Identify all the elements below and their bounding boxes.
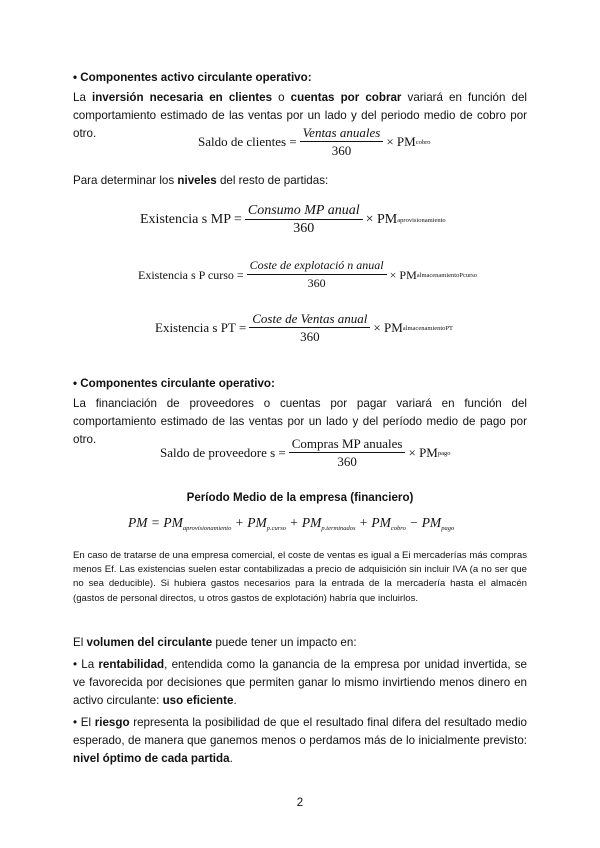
paragraph-niveles: Para determinar los niveles del resto de partidas: <box>73 174 329 187</box>
note-empresa-comercial: En caso de tratarse de una empresa comercial, el coste de ventas es igual a Ei mercaderías más compras menos Ef. Las existencias suelen estar contabilizadas a precio de adquisición sin incluir IVA (a no ser que no sea deducible). Si hubiera gastos necesarios para la entrada de la mercadería hasta el almacén (gastos de personal directos, u otros gastos de explotación) habría que incluirlos. <box>73 550 527 604</box>
formula-existencias-pcurso: Existencia s P curso = $\frac{\text{Coste de explotació n anual}}{360}$ × PM almacenamientoPcurso <box>138 258 478 290</box>
formula-existencias-pt: Existencia s PT = $\frac{\text{Coste de Ventas anual}}{360}$ × PM almacenamientoPT <box>155 311 453 344</box>
paragraph-clientes: La inversión necesaria en clientes o cuentas por cobrar variará en función del comportamiento estimado de las ventas por un lado y del periodo medio de cobro por otro. <box>73 91 527 140</box>
paragraph-riesgo: • El riesgo representa la posibilidad de que el resultado final difera del resultado medio esperado, de manera que ganemos menos o perdamos más de lo inicialmente previsto: nivel óptimo de cada partida. <box>73 716 527 765</box>
formula-saldo-proveedores: Saldo de proveedore s = $\frac{\text{Compras MP anuales}}{360}$ × PM pago <box>160 436 451 469</box>
paragraph-volumen-circulante: El volumen del circulante puede tener un impacto en: <box>73 636 357 649</box>
pm-title: Período Medio de la empresa (financiero) <box>186 491 414 504</box>
paragraph-proveedores: La financiación de proveedores o cuentas por pagar variará en función del comportamiento estimado de las ventas por un lado y del período medio de pago por otro. <box>73 397 527 446</box>
heading-activo-circulante: • Componentes activo circulante operativo: <box>73 71 312 84</box>
formula-periodo-medio: PM = $PM_{aprovisionamiento} + PM_{p.curso} + PM_{p.terminados} + PM_{cobro} - PM_{pago}$ <box>128 515 455 532</box>
page-number: 2 <box>296 797 304 809</box>
formula-existencias-mp: Existencia s MP = $\frac{\text{Consumo MP anual}}{360}$ × PM aprovisionamiento <box>140 203 446 236</box>
paragraph-rentabilidad: • La rentabilidad, entendida como la ganancia de la empresa por unidad invertida, se ve favorecida por decisiones que permiten ganar lo mismo invirtiendo menos dinero en activo circulante: uso eficiente. <box>73 658 528 707</box>
formula-saldo-clientes: Saldo de clientes = $\frac{\text{Ventas anuales}}{360}$ × PM cobro <box>198 125 431 158</box>
heading-circulante-operativo: • Componentes circulante operativo: <box>73 377 275 390</box>
